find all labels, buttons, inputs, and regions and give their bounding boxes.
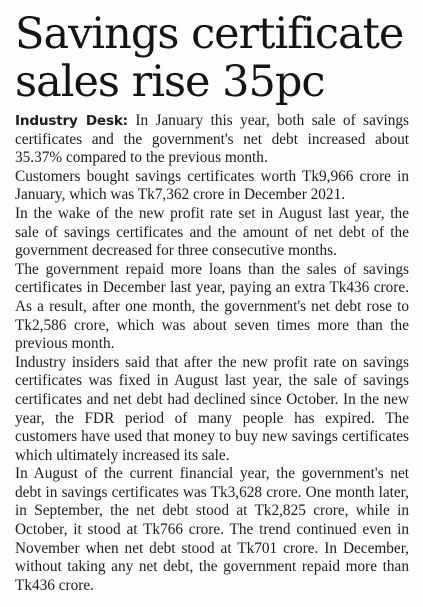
paragraph-1 (15, 112, 409, 168)
headline-line-1: Savings certificate (15, 9, 404, 59)
byline: Industry Desk: (15, 113, 128, 129)
paragraph-2: Customers bought savings certificates worth Tk9,966 crore in January, which was Tk7,362 crore in December 2021. (15, 167, 409, 204)
paragraph-3: In the wake of the new profit rate set in August last year, the sale of savings certificates and the amount of net debt of the government decreased for three consecutive months. (15, 204, 409, 260)
paragraph-1-text: In January this year, both sale of savings certificates and the government's net debt increased about 35.37% compared to the previous month. (15, 112, 410, 167)
paragraph-5: Industry insiders said that after the new profit rate on savings certificates was fixed in August last year, the sale of savings certificates and net debt had declined since October. In the new year, the FDR period of many people has expired. The customers have used that money to buy new savings certificates which ultimately increased its sale. (15, 353, 409, 464)
paragraph-4: The government repaid more loans than the sales of savings certificates in December last year, paying an extra Tk436 crore. As a result, after one month, the government's net debt rose to Tk2,586 crore, which was about seven times more than the previous month. (15, 260, 409, 353)
headline (15, 10, 409, 106)
headline-line-2: sales rise 35pc (15, 57, 325, 107)
paragraph-6: In August of the current financial year, the government's net debt in savings certificates was Tk3,628 crore. One month later, in September, the net debt stood at Tk2,825 crore, while in October, it stood at Tk766 crore. The trend continued even in November when net debt stood at Tk701 crore. In December, without taking any net debt, the government repaid more than Tk436 crore. (15, 465, 409, 594)
article-body (15, 112, 409, 595)
